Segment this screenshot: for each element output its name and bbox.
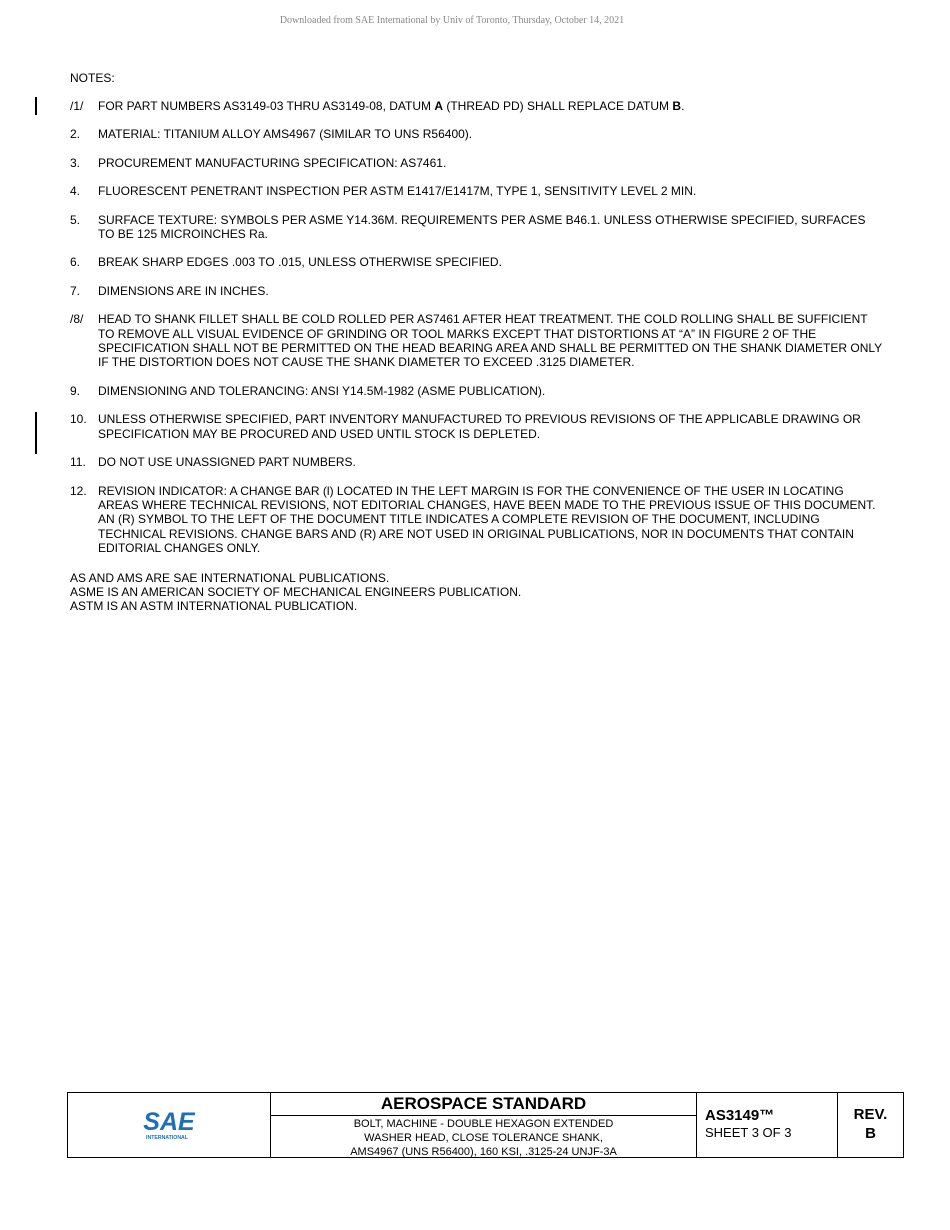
title-cell [271,1093,697,1157]
publication-line: ASTM IS AN ASTM INTERNATIONAL PUBLICATION. [70,599,358,613]
note-item [70,184,882,198]
revision-cell [838,1093,903,1157]
title-block [67,1092,904,1158]
note-item [70,213,882,242]
note-number: 11. [70,455,86,470]
note-number: /8/ [70,312,84,327]
note-item [70,156,882,170]
change-bar [35,97,37,115]
note-number: 5. [70,212,81,227]
note-text: FOR PART NUMBERS AS3149-03 THRU AS3149-08, DATUM A (THREAD PD) SHALL REPLACE DATUM B. [98,99,685,113]
logo-cell [68,1093,271,1157]
note-number: 9. [70,383,81,398]
note-item [70,312,882,370]
sae-logo-icon [141,1108,197,1142]
standard-heading: AEROSPACE STANDARD [271,1093,696,1116]
description-line: BOLT, MACHINE - DOUBLE HEXAGON EXTENDED [353,1118,614,1130]
download-notice: Downloaded from SAE International by Univ of Toronto, Thursday, October 14, 2021 [279,15,625,26]
note-number: /1/ [70,99,84,113]
note-text: REVISION INDICATOR: A CHANGE BAR (l) LOCATED IN THE LEFT MARGIN IS FOR THE CONVENIENCE OF THE USER IN LOCATING AREAS WHERE TECHNICAL REVISIONS, NOT EDITORIAL CHANGES, HAVE BEEN MADE TO THE PREVIOUS ISSUE OF THIS DOCUMENT. AN (R) SYMBOL TO THE LEFT OF THE DOCUMENT TITLE INDICATES A COMPLETE REVISION OF THE DOCUMENT, INCLUDING TECHNICAL REVISIONS. CHANGE BARS AND (R) ARE NOT USED IN ORIGINAL PUBLICATIONS, NOR IN DOCUMENTS THAT CONTAIN EDITORIAL CHANGES ONLY. [98,483,876,556]
document-number: AS3149™ [705,1107,775,1124]
note-number: 7. [70,283,81,298]
note-text: DIMENSIONING AND TOLERANCING: ANSI Y14.5M-1982 (ASME PUBLICATION). [98,383,546,398]
note-number: 4. [70,184,81,199]
note-item [70,484,882,556]
note-text: BREAK SHARP EDGES .003 TO .015, UNLESS OTHERWISE SPECIFIED. [98,255,502,270]
svg-text:SAE: SAE [143,1108,195,1136]
note-text: UNLESS OTHERWISE SPECIFIED, PART INVENTORY MANUFACTURED TO PREVIOUS REVISIONS OF THE APPLICABLE DRAWING OR SPECIFICATION MAY BE PROCURED AND USED UNTIL STOCK IS DEPLETED. [98,412,861,441]
note-text: SURFACE TEXTURE: SYMBOLS PER ASME Y14.36M. REQUIREMENTS PER ASME B46.1. UNLESS OTHERWISE SPECIFIED, SURFACES TO BE 125 MICROINCHES Ra. [98,212,866,242]
sheet-number: SHEET 3 OF 3 [705,1125,792,1140]
note-item [70,99,882,113]
description-line: WASHER HEAD, CLOSE TOLERANCE SHANK, [364,1132,603,1144]
description-line: AMS4967 (UNS R56400), 160 KSI, .3125-24 UNJF-3A [350,1146,617,1158]
part-description [271,1116,696,1159]
note-text: FLUORESCENT PENETRANT INSPECTION PER ASTM E1417/E1417M, TYPE 1, SENSITIVITY LEVEL 2 MIN. [98,184,697,199]
note-item [70,412,882,441]
notes-title: NOTES: [70,71,115,85]
note-number: 10. [70,412,87,427]
revision-label: REV. [853,1106,888,1123]
document-number-cell [697,1093,838,1157]
revision-value: B [865,1125,876,1142]
note-number: 12. [70,483,87,498]
note-number: 3. [70,155,81,170]
note-item [70,384,882,398]
note-number: 6. [70,255,81,270]
note-text: HEAD TO SHANK FILLET SHALL BE COLD ROLLED PER AS7461 AFTER HEAT TREATMENT. THE COLD ROLLING SHALL BE SUFFICIENT TO REMOVE ALL VISUAL EVIDENCE OF GRINDING OR TOOL MARKS EXCEPT THAT DISTORTIONS AT “A” IN FIGURE 2 OF THE SPECIFICATION SHALL NOT BE PERMITTED ON THE HEAD BEARING AREA AND SHALL BE PERMITTED ON THE SHANK DIAMETER ONLY IF THE DISTORTION DOES NOT CAUSE THE SHANK DIAMETER TO EXCEED .3125 DIAMETER. [98,312,882,370]
note-text: MATERIAL: TITANIUM ALLOY AMS4967 (SIMILAR TO UNS R56400). [98,127,473,142]
note-item [70,284,882,298]
note-text: DIMENSIONS ARE IN INCHES. [98,283,269,298]
note-item [70,127,882,141]
publication-line: ASME IS AN AMERICAN SOCIETY OF MECHANICAL ENGINEERS PUBLICATION. [70,585,522,599]
note-text: DO NOT USE UNASSIGNED PART NUMBERS. [98,455,356,470]
note-number: 2. [70,127,81,142]
note-item [70,255,882,269]
datum-a-label: A [434,99,444,113]
publications-list [70,571,521,613]
note-text: PROCUREMENT MANUFACTURING SPECIFICATION: AS7461. [98,155,447,170]
note-item [70,455,882,469]
svg-text:INTERNATIONAL: INTERNATIONAL [146,1135,188,1141]
change-bar [35,412,37,454]
notes-list [70,99,882,570]
datum-b-label: B [672,99,682,113]
publication-line: AS AND AMS ARE SAE INTERNATIONAL PUBLICATIONS. [70,571,390,585]
